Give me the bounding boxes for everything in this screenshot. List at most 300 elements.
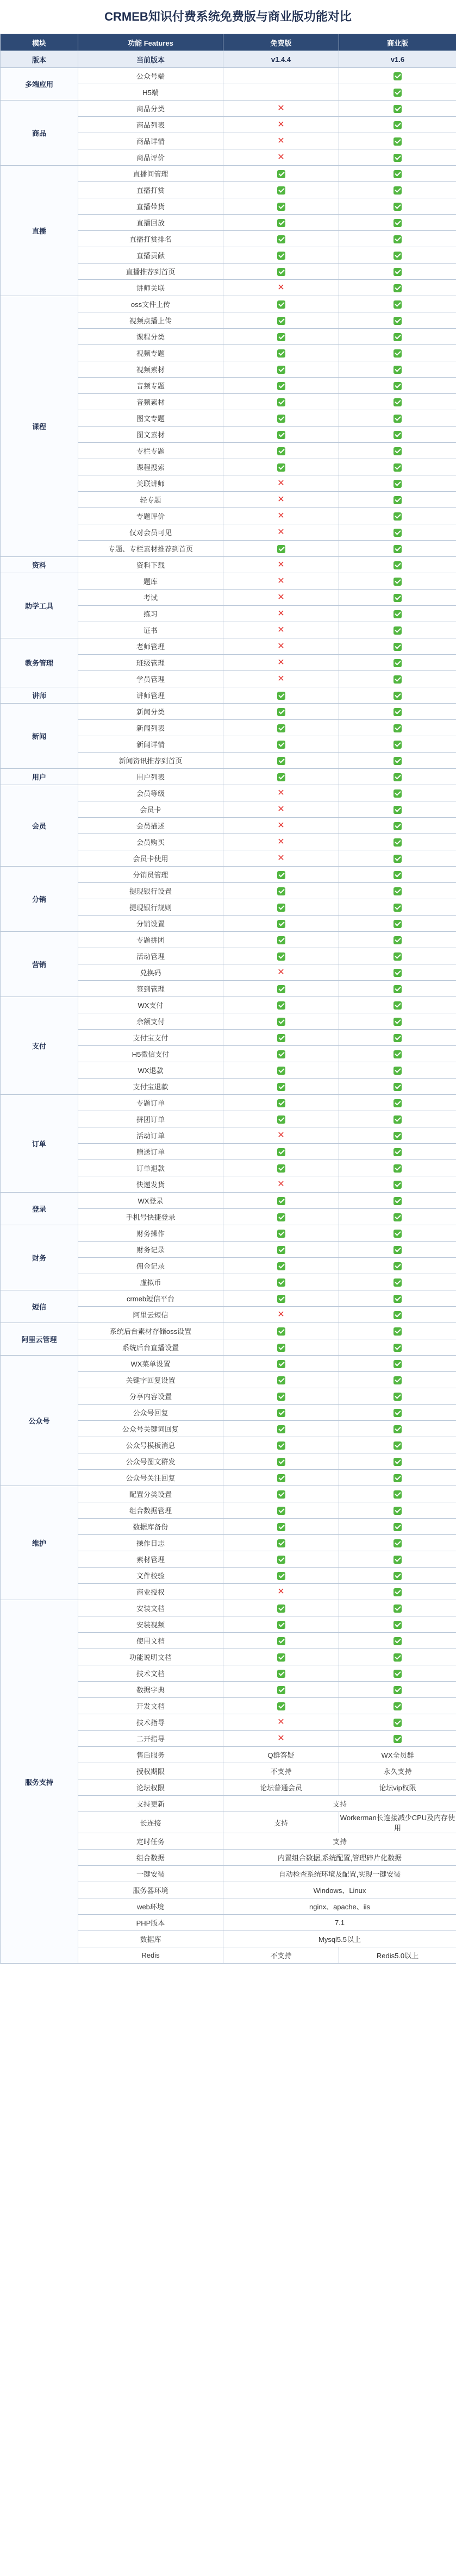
check-icon <box>277 1083 285 1091</box>
version-pro: v1.6 <box>339 51 456 68</box>
status-cell <box>339 883 456 899</box>
status-cell <box>339 247 456 264</box>
feature-cell: 课程搜索 <box>78 459 223 475</box>
table-row <box>1 573 456 590</box>
feature-cell: 安装视频 <box>78 1616 223 1633</box>
status-cell <box>339 964 456 981</box>
table-row <box>1 1600 456 1616</box>
note-cell: 支持 <box>223 1796 456 1812</box>
check-icon <box>393 1719 402 1727</box>
status-cell <box>223 1144 339 1160</box>
check-icon <box>393 480 402 488</box>
check-icon <box>277 1409 285 1417</box>
status-cell <box>223 932 339 948</box>
check-icon <box>393 578 402 586</box>
check-icon <box>277 692 285 700</box>
check-icon <box>393 1686 402 1694</box>
check-icon <box>393 936 402 944</box>
feature-cell: 会员等级 <box>78 785 223 801</box>
status-cell <box>223 834 339 850</box>
feature-cell: 专题评价 <box>78 508 223 524</box>
check-icon <box>393 219 402 227</box>
cross-icon: ✕ <box>277 576 285 586</box>
status-cell <box>339 1225 456 1242</box>
table-row <box>1 1356 456 1372</box>
status-cell <box>223 622 339 638</box>
check-icon <box>393 1621 402 1629</box>
feature-cell: 会员描述 <box>78 818 223 834</box>
table-row <box>1 1486 456 1502</box>
status-cell <box>339 981 456 997</box>
feature-cell: 分销员管理 <box>78 867 223 883</box>
check-icon <box>277 1197 285 1205</box>
status-cell <box>339 1665 456 1682</box>
feature-cell: 支付宝退款 <box>78 1079 223 1095</box>
check-icon <box>277 1327 285 1336</box>
module-cell: 分销 <box>1 867 78 932</box>
check-icon <box>393 594 402 602</box>
feature-cell: 考试 <box>78 590 223 606</box>
status-cell <box>223 1307 339 1323</box>
check-icon <box>277 1213 285 1221</box>
feature-cell: 阿里云短信 <box>78 1307 223 1323</box>
check-icon <box>277 1458 285 1466</box>
feature-cell: 分销设置 <box>78 916 223 932</box>
status-cell <box>339 198 456 215</box>
status-cell <box>223 1176 339 1193</box>
feature-cell: 公众号关键词回复 <box>78 1421 223 1437</box>
status-cell <box>339 801 456 818</box>
cross-icon: ✕ <box>277 609 285 618</box>
status-cell <box>223 1127 339 1144</box>
status-cell <box>339 215 456 231</box>
check-icon <box>393 1376 402 1384</box>
status-cell <box>339 1176 456 1193</box>
feature-cell: 视频素材 <box>78 361 223 378</box>
check-icon <box>393 333 402 341</box>
feature-cell: 直播带货 <box>78 198 223 215</box>
check-icon <box>277 219 285 227</box>
check-icon <box>393 382 402 390</box>
feature-cell: 视频专题 <box>78 345 223 361</box>
feature-cell: 签到管理 <box>78 981 223 997</box>
status-cell <box>223 394 339 410</box>
status-cell <box>223 427 339 443</box>
feature-cell: 音频专题 <box>78 378 223 394</box>
status-cell <box>223 720 339 736</box>
check-icon <box>393 789 402 798</box>
module-cell: 会员 <box>1 785 78 867</box>
status-cell <box>223 1193 339 1209</box>
status-cell <box>223 1079 339 1095</box>
status-cell <box>339 1258 456 1274</box>
feature-cell: 佣金记录 <box>78 1258 223 1274</box>
check-icon <box>277 1653 285 1662</box>
feature-cell: 题库 <box>78 573 223 590</box>
check-icon <box>393 1523 402 1531</box>
status-cell <box>223 541 339 557</box>
check-icon <box>277 235 285 243</box>
note-cell: WX全员群 <box>339 1747 456 1763</box>
cross-icon: ✕ <box>277 1179 285 1189</box>
check-icon <box>277 463 285 472</box>
table-row <box>1 296 456 312</box>
check-icon <box>393 268 402 276</box>
check-icon <box>393 496 402 504</box>
status-cell <box>223 443 339 459</box>
cross-icon: ✕ <box>277 592 285 602</box>
check-icon <box>393 121 402 129</box>
feature-cell: 新闻详情 <box>78 736 223 753</box>
feature-cell: 会员卡 <box>78 801 223 818</box>
status-cell <box>339 1568 456 1584</box>
feature-cell: 讲师关联 <box>78 280 223 296</box>
status-cell <box>339 1160 456 1176</box>
check-icon <box>277 1115 285 1124</box>
module-cell: 订单 <box>1 1095 78 1193</box>
cross-icon: ✕ <box>277 1733 285 1743</box>
feature-cell: 课程分类 <box>78 329 223 345</box>
status-cell <box>223 1323 339 1339</box>
note-cell: 不支持 <box>223 1763 339 1779</box>
status-cell <box>339 296 456 312</box>
status-cell <box>223 687 339 704</box>
check-icon <box>277 1344 285 1352</box>
status-cell <box>339 850 456 867</box>
check-icon <box>277 1278 285 1287</box>
feature-cell: Redis <box>78 1947 223 1964</box>
module-cell: 维护 <box>1 1486 78 1600</box>
note-cell: 内置组合数据,系统配置,管理碎片化数据 <box>223 1850 456 1866</box>
feature-cell: 服务器环境 <box>78 1882 223 1898</box>
feature-cell: 论坛权限 <box>78 1779 223 1796</box>
status-cell <box>339 345 456 361</box>
check-icon <box>393 969 402 977</box>
status-cell <box>223 280 339 296</box>
check-icon <box>393 1230 402 1238</box>
feature-cell: 公众号图文群发 <box>78 1453 223 1470</box>
status-cell <box>339 606 456 622</box>
status-cell <box>339 361 456 378</box>
table-row <box>1 166 456 182</box>
feature-cell: H5微信支付 <box>78 1046 223 1062</box>
check-icon <box>393 1604 402 1613</box>
status-cell <box>339 1633 456 1649</box>
check-icon <box>277 1556 285 1564</box>
check-icon <box>393 317 402 325</box>
check-icon <box>393 1588 402 1596</box>
version-feature: 当前版本 <box>78 51 223 68</box>
feature-cell: 活动订单 <box>78 1127 223 1144</box>
check-icon <box>277 1376 285 1384</box>
status-cell <box>223 345 339 361</box>
feature-cell: 公众号端 <box>78 68 223 84</box>
status-cell <box>339 1095 456 1111</box>
check-icon <box>277 936 285 944</box>
feature-cell: 技术指导 <box>78 1714 223 1731</box>
status-cell <box>223 590 339 606</box>
status-cell <box>223 1568 339 1584</box>
check-icon <box>393 1507 402 1515</box>
feature-cell: 会员购买 <box>78 834 223 850</box>
feature-cell: 商品详情 <box>78 133 223 149</box>
check-icon <box>277 1360 285 1368</box>
feature-cell: 轻专题 <box>78 492 223 508</box>
feature-cell: web环境 <box>78 1898 223 1915</box>
header-feature: 功能 Features <box>78 34 223 51</box>
check-icon <box>277 1001 285 1010</box>
check-icon <box>393 1083 402 1091</box>
status-cell <box>339 1698 456 1714</box>
status-cell <box>223 492 339 508</box>
check-icon <box>393 170 402 178</box>
feature-cell: 余额支付 <box>78 1013 223 1030</box>
feature-cell: 资料下载 <box>78 557 223 573</box>
status-cell <box>223 997 339 1013</box>
check-icon <box>393 235 402 243</box>
status-cell <box>223 1600 339 1616</box>
feature-cell: 练习 <box>78 606 223 622</box>
feature-cell: 图文专题 <box>78 410 223 427</box>
status-cell <box>223 329 339 345</box>
check-icon <box>277 349 285 358</box>
status-cell <box>223 459 339 475</box>
status-cell <box>223 1095 339 1111</box>
check-icon <box>277 920 285 928</box>
check-icon <box>393 512 402 521</box>
status-cell <box>339 753 456 769</box>
check-icon <box>393 741 402 749</box>
check-icon <box>393 1181 402 1189</box>
status-cell <box>339 622 456 638</box>
check-icon <box>393 1556 402 1564</box>
check-icon <box>393 300 402 309</box>
cross-icon: ✕ <box>277 478 285 488</box>
check-icon <box>277 203 285 211</box>
check-icon <box>393 724 402 732</box>
status-cell <box>339 378 456 394</box>
status-cell <box>339 932 456 948</box>
check-icon <box>393 1164 402 1173</box>
check-icon <box>393 904 402 912</box>
check-icon <box>277 1539 285 1547</box>
check-icon <box>277 170 285 178</box>
check-icon <box>393 1393 402 1401</box>
status-cell <box>339 720 456 736</box>
status-cell <box>223 1470 339 1486</box>
status-cell <box>339 1274 456 1290</box>
page-title: CRMEB知识付费系统免费版与商业版功能对比 <box>104 10 352 23</box>
feature-cell: 提现银行规则 <box>78 899 223 916</box>
status-cell <box>223 1356 339 1372</box>
comparison-table <box>0 34 456 1964</box>
check-icon <box>393 1458 402 1466</box>
status-cell <box>223 378 339 394</box>
check-icon <box>393 1637 402 1645</box>
status-cell <box>339 68 456 84</box>
status-cell <box>339 1682 456 1698</box>
status-cell <box>339 1079 456 1095</box>
check-icon <box>277 1050 285 1058</box>
table-row <box>1 785 456 801</box>
feature-cell: 操作日志 <box>78 1535 223 1551</box>
status-cell <box>223 948 339 964</box>
status-cell <box>339 1421 456 1437</box>
module-cell: 支付 <box>1 997 78 1095</box>
status-cell <box>223 655 339 671</box>
note-cell: nginx、apache、iis <box>223 1898 456 1915</box>
check-icon <box>277 447 285 455</box>
status-cell <box>339 1616 456 1633</box>
status-cell <box>339 1372 456 1388</box>
status-cell <box>223 182 339 198</box>
check-icon <box>393 1327 402 1336</box>
note-cell: 支持 <box>223 1812 339 1833</box>
check-icon <box>393 1572 402 1580</box>
status-cell <box>339 459 456 475</box>
cross-icon: ✕ <box>277 283 285 292</box>
feature-cell: 商品评价 <box>78 149 223 166</box>
status-cell <box>339 1127 456 1144</box>
feature-cell: 视频点播上传 <box>78 312 223 329</box>
check-icon <box>277 1246 285 1254</box>
status-cell <box>223 1535 339 1551</box>
status-cell <box>339 736 456 753</box>
status-cell <box>339 655 456 671</box>
status-cell <box>223 1633 339 1649</box>
check-icon <box>393 952 402 961</box>
module-cell: 直播 <box>1 166 78 296</box>
feature-cell: 手机号快捷登录 <box>78 1209 223 1225</box>
check-icon <box>393 1735 402 1743</box>
status-cell <box>339 916 456 932</box>
status-cell <box>339 785 456 801</box>
check-icon <box>277 317 285 325</box>
status-cell <box>223 264 339 280</box>
table-row <box>1 1290 456 1307</box>
module-cell: 助学工具 <box>1 573 78 638</box>
check-icon <box>393 1474 402 1482</box>
status-cell <box>339 1030 456 1046</box>
check-icon <box>393 398 402 406</box>
status-cell <box>339 671 456 687</box>
status-cell <box>339 1323 456 1339</box>
status-cell <box>223 818 339 834</box>
feature-cell: 财务记录 <box>78 1242 223 1258</box>
check-icon <box>277 724 285 732</box>
check-icon <box>277 268 285 276</box>
header-module: 模块 <box>1 34 78 51</box>
table-row <box>1 867 456 883</box>
module-cell: 讲师 <box>1 687 78 704</box>
status-cell <box>339 1111 456 1127</box>
note-cell: 支持 <box>223 1833 456 1850</box>
table-row <box>1 1193 456 1209</box>
status-cell <box>223 1258 339 1274</box>
status-cell <box>339 1584 456 1600</box>
feature-cell: 公众号关注回复 <box>78 1470 223 1486</box>
feature-cell: 兑换码 <box>78 964 223 981</box>
status-cell <box>223 1290 339 1307</box>
feature-cell: 数据库备份 <box>78 1519 223 1535</box>
check-icon <box>393 1702 402 1710</box>
module-cell: 阿里云管理 <box>1 1323 78 1356</box>
status-cell <box>223 361 339 378</box>
empty-cell <box>223 68 339 84</box>
status-cell <box>223 508 339 524</box>
status-cell <box>223 769 339 785</box>
status-cell <box>223 133 339 149</box>
module-cell: 教务管理 <box>1 638 78 687</box>
status-cell <box>339 948 456 964</box>
feature-cell: 拼团订单 <box>78 1111 223 1127</box>
check-icon <box>393 463 402 472</box>
feature-cell: 售后服务 <box>78 1747 223 1763</box>
status-cell <box>223 1698 339 1714</box>
status-cell <box>223 198 339 215</box>
status-cell <box>339 394 456 410</box>
check-icon <box>393 675 402 684</box>
feature-cell: 组合数据管理 <box>78 1502 223 1519</box>
check-icon <box>393 1197 402 1205</box>
check-icon <box>277 1230 285 1238</box>
status-cell <box>223 1649 339 1665</box>
version-row <box>1 51 456 68</box>
feature-cell: 虚拟币 <box>78 1274 223 1290</box>
status-cell <box>339 1486 456 1502</box>
feature-cell: 老师管理 <box>78 638 223 655</box>
feature-cell: 安装文档 <box>78 1600 223 1616</box>
cross-icon: ✕ <box>277 641 285 651</box>
table-row <box>1 638 456 655</box>
check-icon <box>393 1018 402 1026</box>
status-cell <box>223 1682 339 1698</box>
status-cell <box>223 606 339 622</box>
check-icon <box>393 89 402 97</box>
feature-cell: 数据库 <box>78 1931 223 1947</box>
status-cell <box>339 410 456 427</box>
check-icon <box>393 692 402 700</box>
status-cell <box>339 818 456 834</box>
check-icon <box>277 887 285 895</box>
status-cell <box>339 704 456 720</box>
check-icon <box>277 366 285 374</box>
check-icon <box>393 1001 402 1010</box>
feature-cell: 商品列表 <box>78 117 223 133</box>
status-cell <box>223 166 339 182</box>
feature-cell: 商品分类 <box>78 101 223 117</box>
check-icon <box>393 1050 402 1058</box>
status-cell <box>223 1242 339 1258</box>
check-icon <box>393 431 402 439</box>
feature-cell: 公众号回复 <box>78 1405 223 1421</box>
feature-cell: 功能说明文档 <box>78 1649 223 1665</box>
status-cell <box>223 1502 339 1519</box>
cross-icon: ✕ <box>277 511 285 521</box>
feature-cell: 组合数据 <box>78 1850 223 1866</box>
status-cell <box>223 312 339 329</box>
status-cell <box>223 410 339 427</box>
check-icon <box>393 838 402 847</box>
cross-icon: ✕ <box>277 625 285 635</box>
check-icon <box>393 1344 402 1352</box>
table-row <box>1 932 456 948</box>
feature-cell: 图文素材 <box>78 427 223 443</box>
check-icon <box>277 398 285 406</box>
feature-cell: 提现银行设置 <box>78 883 223 899</box>
status-cell <box>339 997 456 1013</box>
check-icon <box>277 985 285 993</box>
